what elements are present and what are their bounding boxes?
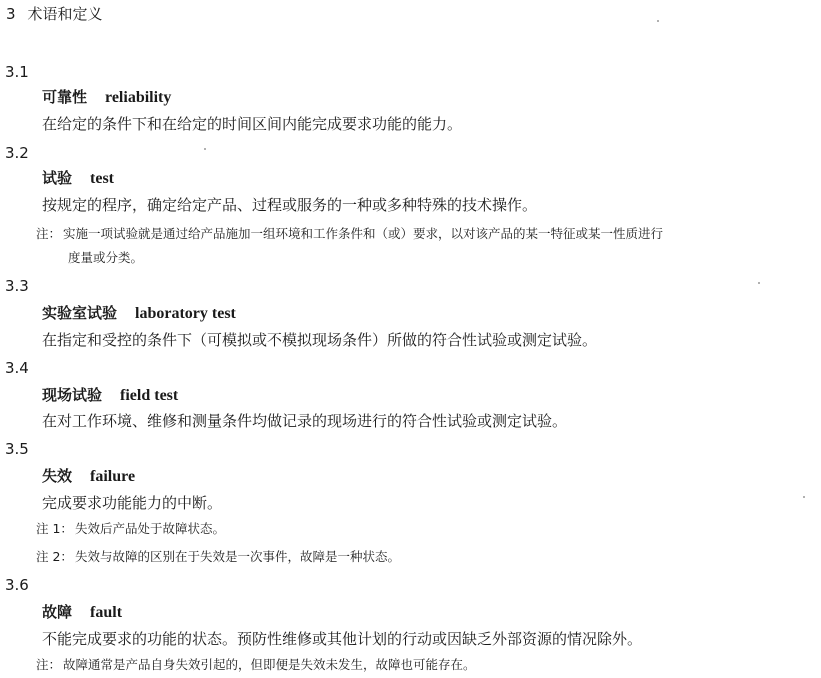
term-note (36, 653, 821, 677)
term-name-zh: 实验室试验 (42, 304, 118, 322)
term-number: 3.2 (5, 144, 29, 162)
note-label: 注： (36, 657, 62, 672)
term-number: 3.4 (5, 359, 29, 377)
note-text-line1: 实施一项试验就是通过给产品施加一组环境和工作条件和（或）要求，以对该产品的某一特征或某一性质进行 (63, 226, 664, 241)
note-text: 失效与故障的区别在于失效是一次事件，故障是一种状态。 (74, 549, 400, 564)
term-number: 3.5 (5, 440, 29, 458)
term-name-en: field test (120, 387, 179, 404)
term-definition: 在指定和受控的条件下（可模拟或不模拟现场条件）所做的符合性试验或测定试验。 (42, 331, 598, 349)
term-name (42, 303, 236, 324)
term-note (36, 545, 821, 569)
note-label: 注： (36, 226, 62, 241)
term-definition: 在给定的条件下和在给定的时间区间内能完成要求功能的能力。 (42, 115, 463, 133)
term-name-en: fault (90, 604, 123, 621)
term-name-en: test (90, 170, 114, 187)
note-text: 失效后产品处于故障状态。 (74, 521, 225, 536)
term-definition: 完成要求功能能力的中断。 (42, 494, 223, 512)
term-name (42, 385, 178, 406)
term-number: 3.1 (5, 63, 29, 81)
term-name (42, 466, 135, 487)
scan-speck (803, 496, 805, 498)
section-title: 术语和定义 (27, 5, 103, 23)
term-definition: 不能完成要求的功能的状态。预防性维修或其他计划的行动或因缺乏外部资源的情况除外。 (42, 630, 643, 648)
term-name-zh: 可靠性 (42, 88, 88, 106)
term-number: 3.6 (5, 576, 29, 594)
scan-speck (758, 282, 760, 284)
scan-speck (204, 148, 206, 150)
section-number: 3 (6, 5, 16, 23)
term-note (36, 222, 821, 270)
term-definition: 在对工作环境、维修和测量条件均做记录的现场进行的符合性试验或测定试验。 (42, 412, 568, 430)
term-name-en: laboratory test (135, 305, 236, 322)
note-text-line2: 度量或分类。 (68, 250, 144, 265)
term-name-en: reliability (105, 89, 172, 106)
term-note (36, 517, 821, 541)
term-name-zh: 现场试验 (42, 386, 103, 404)
term-name-en: failure (90, 468, 136, 485)
term-name (42, 87, 171, 108)
note-label: 注 2： (36, 549, 73, 564)
term-name (42, 168, 114, 189)
term-name-zh: 试验 (42, 169, 73, 187)
scan-speck (657, 20, 659, 22)
note-text: 故障通常是产品自身失效引起的，但即便是失效未发生，故障也可能存在。 (63, 657, 476, 672)
term-number: 3.3 (5, 277, 29, 295)
term-definition: 按规定的程序，确定给定产品、过程或服务的一种或多种特殊的技术操作。 (42, 196, 538, 214)
note-label: 注 1： (36, 521, 73, 536)
term-name (42, 602, 122, 623)
section-heading (6, 4, 103, 24)
term-name-zh: 故障 (42, 603, 73, 621)
term-name-zh: 失效 (42, 467, 73, 485)
